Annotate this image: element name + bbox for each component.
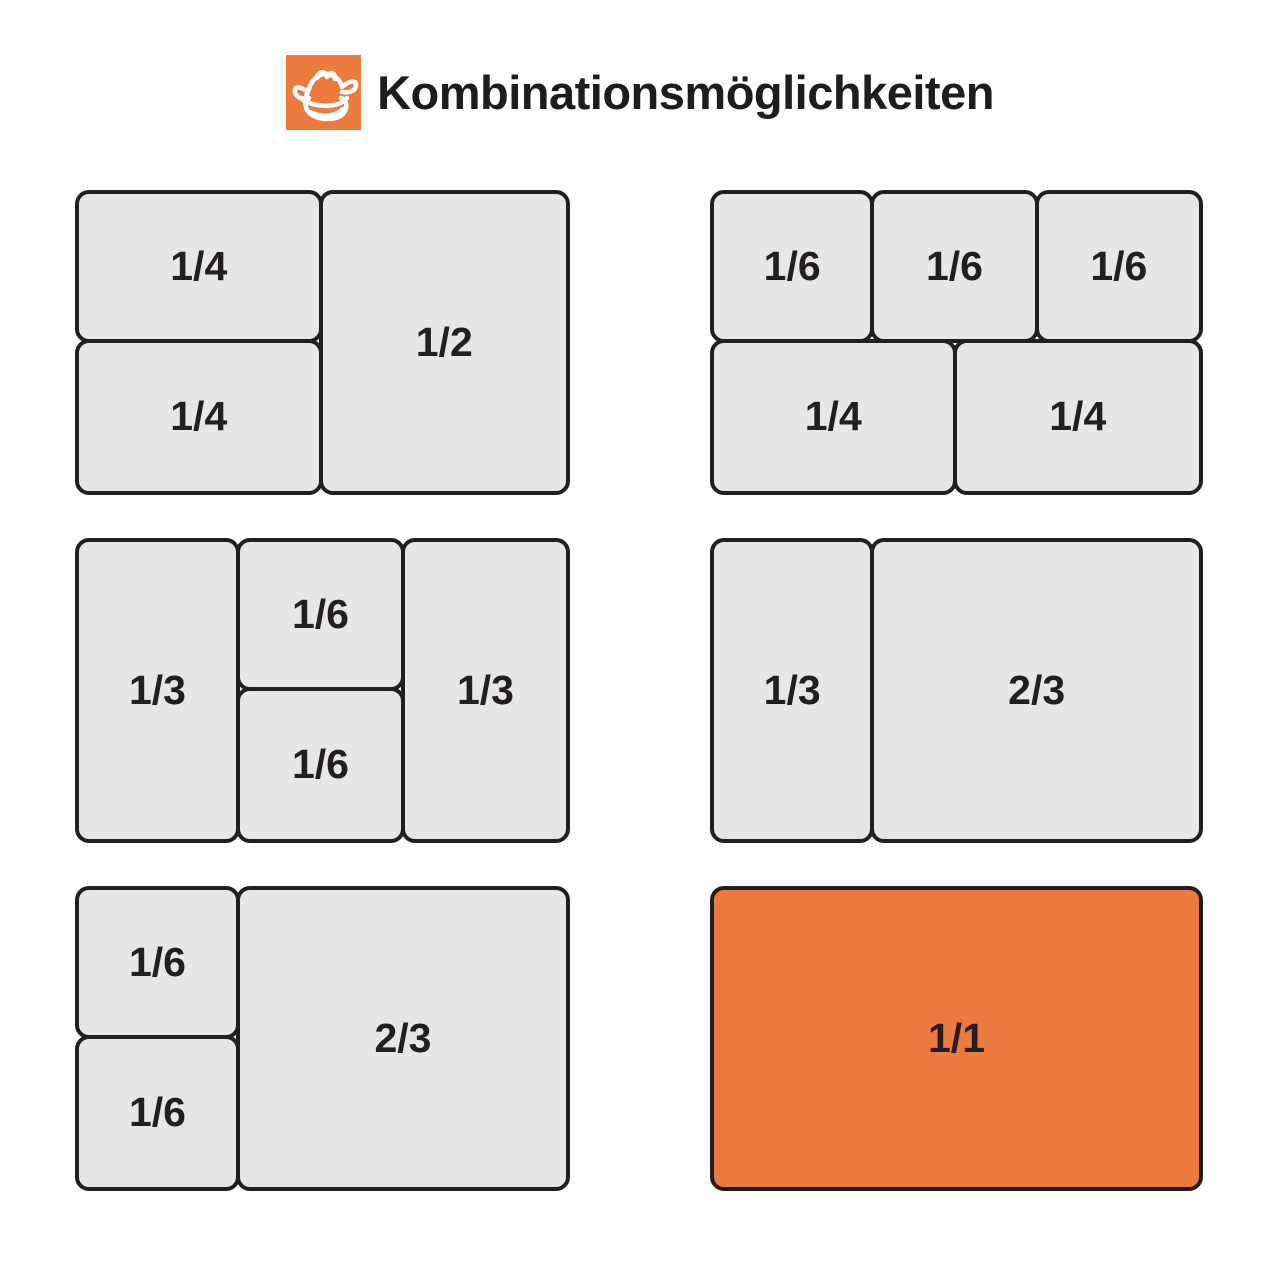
box-1-6 (75, 1035, 240, 1192)
box-label: 1/2 (415, 319, 473, 365)
panel-quarters-and-half (75, 190, 570, 495)
box-label: 2/3 (1008, 667, 1066, 713)
box-1-2 (319, 190, 571, 495)
box-label: 1/3 (763, 667, 821, 713)
box-label: 1/4 (170, 393, 228, 440)
box-label: 1/4 (1049, 393, 1107, 440)
panel-thirds-and-sixths (75, 538, 570, 843)
box-label: 1/4 (804, 393, 862, 440)
box-label: 1/3 (128, 667, 186, 713)
panel-column (236, 538, 405, 843)
box-label: 1/6 (128, 1089, 186, 1136)
box-1-6 (236, 687, 405, 844)
panel-sixths-and-quarters (710, 190, 1203, 495)
box-label: 1/1 (928, 1015, 985, 1061)
panel-full-size (710, 886, 1203, 1191)
box-1-3 (75, 538, 240, 843)
header (0, 0, 1280, 130)
panel-column (75, 190, 323, 495)
box-1-3 (710, 538, 874, 843)
box-label: 1/3 (456, 667, 514, 713)
box-1-6 (1035, 190, 1203, 343)
box-label: 1/6 (763, 242, 821, 289)
box-1-4 (953, 339, 1204, 496)
panel-third-and-two-thirds (710, 538, 1203, 843)
box-label: 2/3 (374, 1015, 432, 1061)
box-2-3 (236, 886, 570, 1191)
box-1-3 (401, 538, 570, 843)
box-label: 1/6 (1090, 242, 1148, 289)
combination-grid (0, 190, 1280, 1191)
panel-sixths-and-two-thirds (75, 886, 570, 1191)
box-2-3 (870, 538, 1203, 843)
panel-row (710, 339, 1203, 496)
box-1-4 (75, 190, 323, 343)
box-1-6 (236, 538, 405, 691)
brand-logo (286, 55, 361, 130)
box-label: 1/4 (170, 242, 228, 289)
box-1-6 (870, 190, 1038, 343)
box-label: 1/6 (291, 590, 349, 637)
box-1-1 (710, 886, 1203, 1191)
box-1-6 (75, 886, 240, 1039)
panel-column (75, 886, 240, 1191)
box-1-4 (75, 339, 323, 496)
box-1-4 (710, 339, 957, 496)
page-title: Kombinationsmöglichkeiten (377, 66, 994, 119)
box-label: 1/6 (291, 741, 349, 788)
box-1-6 (710, 190, 874, 343)
box-label: 1/6 (925, 242, 983, 289)
pot-icon (286, 55, 361, 130)
box-label: 1/6 (128, 938, 186, 985)
panel-row (710, 190, 1203, 343)
